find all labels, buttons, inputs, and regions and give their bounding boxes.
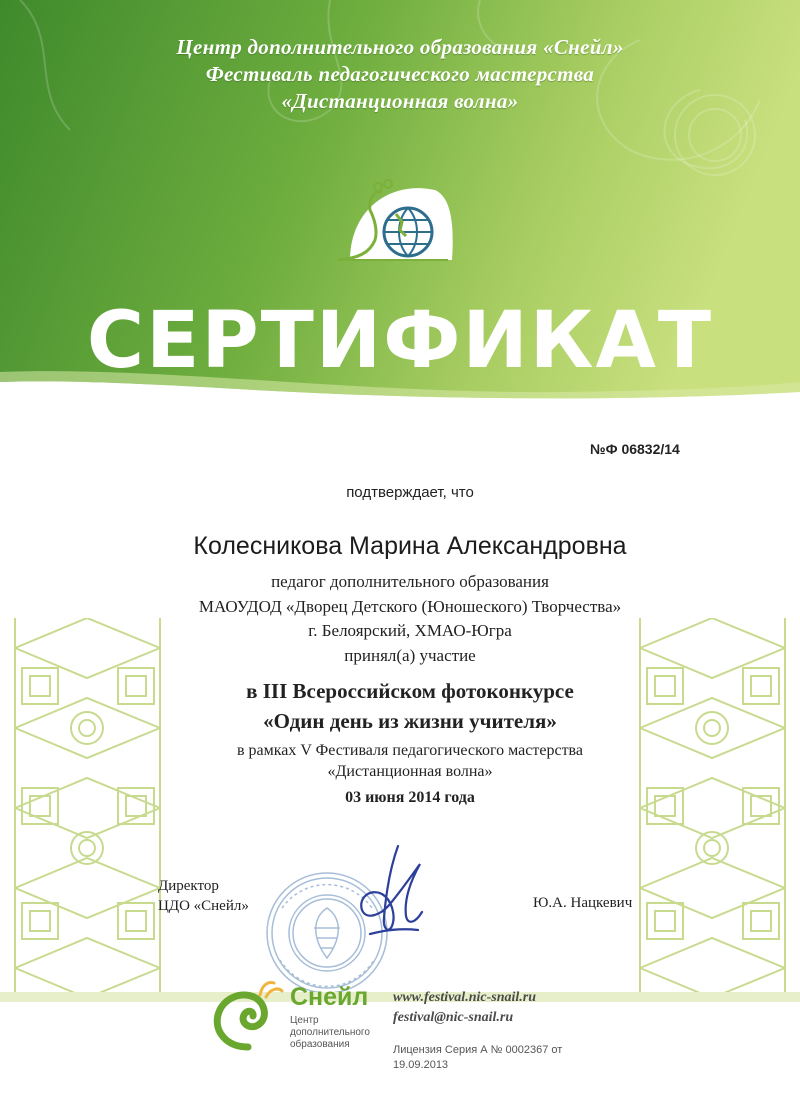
website-link[interactable]: www.festival.nic-snail.ru [393,990,537,1005]
license-line2: 19.09.2013 [393,1059,449,1071]
recipient-city: г. Белоярский, ХМАО-Югра [308,621,512,640]
recipient-name: Колесникова Марина Александровна [193,532,627,560]
contest-line-1: в III Всероссийском фотоконкурсе [246,679,574,703]
brand-sub-line2: дополнительного [290,1027,370,1038]
contest-line-2: «Один день из жизни учителя» [263,709,557,733]
organizer-line: Центр дополнительного образования «Снейл» [176,35,624,59]
right-geometric-ornament [625,618,800,998]
header-text [0,34,800,115]
director-title [158,876,249,916]
director-name: Ю.А. Нацкевич [533,895,633,911]
framework-line-2: «Дистанционная волна» [327,763,493,780]
festival-line: Фестиваль педагогического мастерства [205,62,595,86]
contacts [393,988,536,1028]
framework-line-1: в рамках V Фестиваля педагогического мастерства [236,742,583,759]
director-title-line2: ЦДО «Снейл» [158,898,249,914]
left-geometric-ornament [0,618,175,998]
certificate-number: №Ф 06832/14 [590,441,680,457]
license-info [393,1043,573,1073]
recipient-position: педагог дополнительного образования [271,572,549,591]
confirms-text: подтверждает, что [346,484,474,501]
snail-globe-logo-icon [330,170,460,270]
license-line1: Лицензия Серия А № 0002367 от [393,1044,563,1056]
snail-brand-logo-icon [208,975,288,1055]
brand-name: Снейл [290,983,369,1011]
brand-sub-line3: образования [290,1039,350,1050]
handwritten-signature-icon [340,838,450,948]
recipient-organization: МАОУДОД «Дворец Детского (Юношеского) Творчества» [198,597,622,616]
director-title-line1: Директор [158,878,219,894]
brand-subtitle [290,1015,400,1051]
brand-sub-line1: Центр [290,1015,319,1026]
festival-name-line: «Дистанционная волна» [281,89,519,113]
award-date: 03 июня 2014 года [345,789,475,806]
email-link[interactable]: festival@nic-snail.ru [393,1010,514,1025]
certificate-title: СЕРТИФИКАТ [86,296,714,386]
participation-text: принял(а) участие [344,646,476,665]
